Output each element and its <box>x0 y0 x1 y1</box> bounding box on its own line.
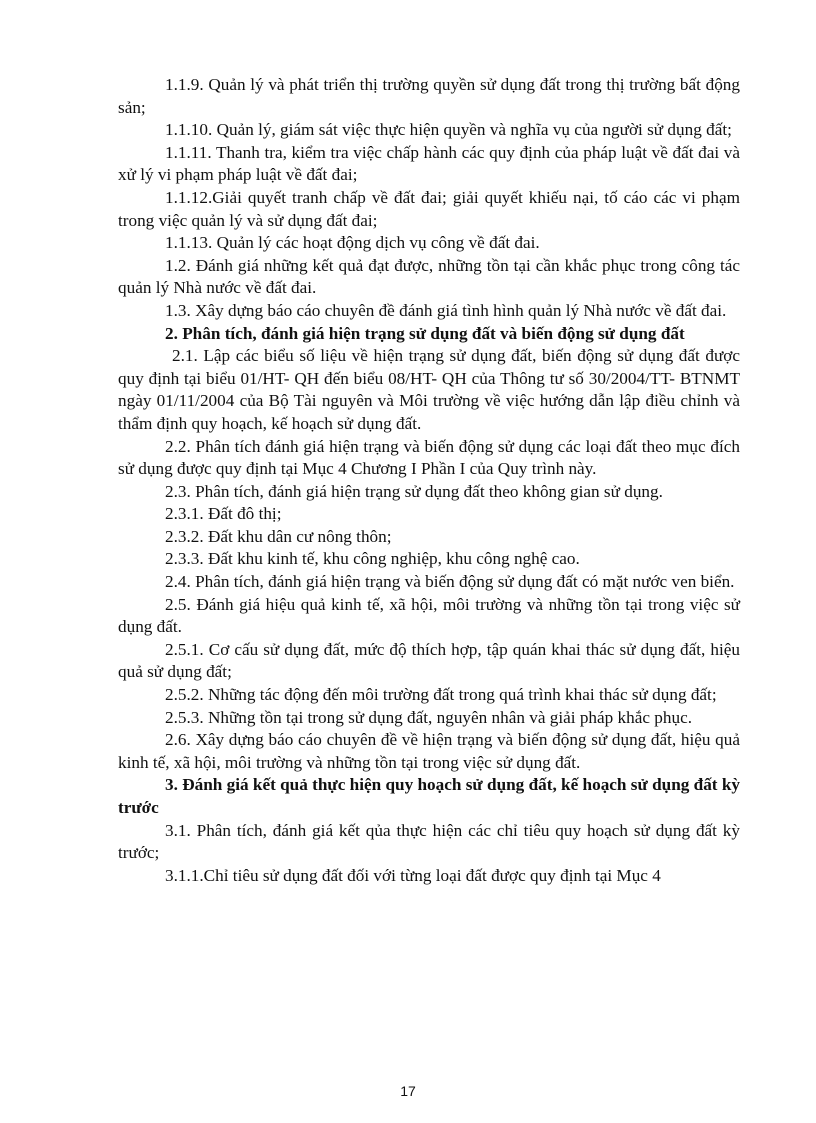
document-page <box>118 74 740 887</box>
paragraph-1-1-12: 1.1.12.Giải quyết tranh chấp về đất đai; giải quyết khiếu nại, tố cáo các vi phạm trong việc quản lý và sử dụng đất đai; <box>118 187 740 230</box>
section-heading-3: 3. Đánh giá kết quả thực hiện quy hoạch sử dụng đất, kế hoạch sử dụng đất kỳ trước <box>118 775 740 817</box>
paragraph-2-3-1: 2.3.1. Đất đô thị; <box>165 504 282 524</box>
paragraph-1-1-13: 1.1.13. Quản lý các hoạt động dịch vụ công về đất đai. <box>165 233 540 253</box>
paragraph-2-2: 2.2. Phân tích đánh giá hiện trạng và biến động sử dụng các loại đất theo mục đích sử dụng được quy định tại Mục 4 Chương I Phần I của Quy trình này. <box>118 436 740 479</box>
paragraph-3-1: 3.1. Phân tích, đánh giá kết qủa thực hiện các chỉ tiêu quy hoạch sử dụng đất kỳ trước; <box>118 820 740 863</box>
paragraph-1-3: 1.3. Xây dựng báo cáo chuyên đề đánh giá tình hình quản lý Nhà nước về đất đai. <box>165 300 727 320</box>
paragraph-1-1-9: 1.1.9. Quản lý và phát triển thị trường quyền sử dụng đất trong thị trường bất động sản; <box>118 75 740 117</box>
paragraph-2-3-2: 2.3.2. Đất khu dân cư nông thôn; <box>165 526 392 546</box>
paragraph-2-5-2: 2.5.2. Những tác động đến môi trường đất trong quá trình khai thác sử dụng đất; <box>165 685 717 705</box>
section-heading-2: 2. Phân tích, đánh giá hiện trạng sử dụng đất và biến động sử dụng đất <box>165 323 685 343</box>
paragraph-2-4: 2.4. Phân tích, đánh giá hiện trạng và biến động sử dụng đất có mặt nước ven biển. <box>165 572 735 592</box>
paragraph-3-1-1: 3.1.1.Chỉ tiêu sử dụng đất đối với từng loại đất được quy định tại Mục 4 <box>165 865 661 885</box>
paragraph-1-1-11: 1.1.11. Thanh tra, kiểm tra việc chấp hành các quy định của pháp luật về đất đai và xử lý vi phạm pháp luật về đất đai; <box>118 142 740 185</box>
page-number: 17 <box>400 1083 416 1099</box>
paragraph-2-3-3: 2.3.3. Đất khu kinh tế, khu công nghiệp, khu công nghệ cao. <box>165 549 580 569</box>
paragraph-1-2: 1.2. Đánh giá những kết quả đạt được, những tồn tại cần khắc phục trong công tác quản lý Nhà nước về đất đai. <box>118 255 740 298</box>
paragraph-2-5-3: 2.5.3. Những tồn tại trong sử dụng đất, nguyên nhân và giải pháp khắc phục. <box>165 707 692 727</box>
paragraph-2-1: 2.1. Lập các biểu số liệu về hiện trạng sử dụng đất, biến động sử dụng đất được quy định tại biểu 01/HT- QH đến biểu 08/HT- QH của Thông tư số 30/2004/TT- BTNMT ngày 01/11/2004 của Bộ Tài nguyên và Môi trường về việc hướng dẫn lập điều chỉnh và thẩm định quy hoạch, kế hoạch sử dụng đất. <box>118 346 740 433</box>
paragraph-1-1-10: 1.1.10. Quản lý, giám sát việc thực hiện quyền và nghĩa vụ của người sử dụng đất; <box>165 120 732 140</box>
paragraph-2-6: 2.6. Xây dựng báo cáo chuyên đề về hiện trạng và biến động sử dụng đất, hiệu quả kinh tế, xã hội, môi trường và những tồn tại trong việc sử dụng đất. <box>118 730 740 772</box>
paragraph-2-3: 2.3. Phân tích, đánh giá hiện trạng sử dụng đất theo không gian sử dụng. <box>165 481 663 501</box>
paragraph-2-5-1: 2.5.1. Cơ cấu sử dụng đất, mức độ thích hợp, tập quán khai thác sử dụng đất, hiệu quả sử dụng đất; <box>118 639 740 682</box>
paragraph-2-5: 2.5. Đánh giá hiệu quả kinh tế, xã hội, môi trường và những tồn tại trong việc sử dụng đất. <box>118 594 740 637</box>
